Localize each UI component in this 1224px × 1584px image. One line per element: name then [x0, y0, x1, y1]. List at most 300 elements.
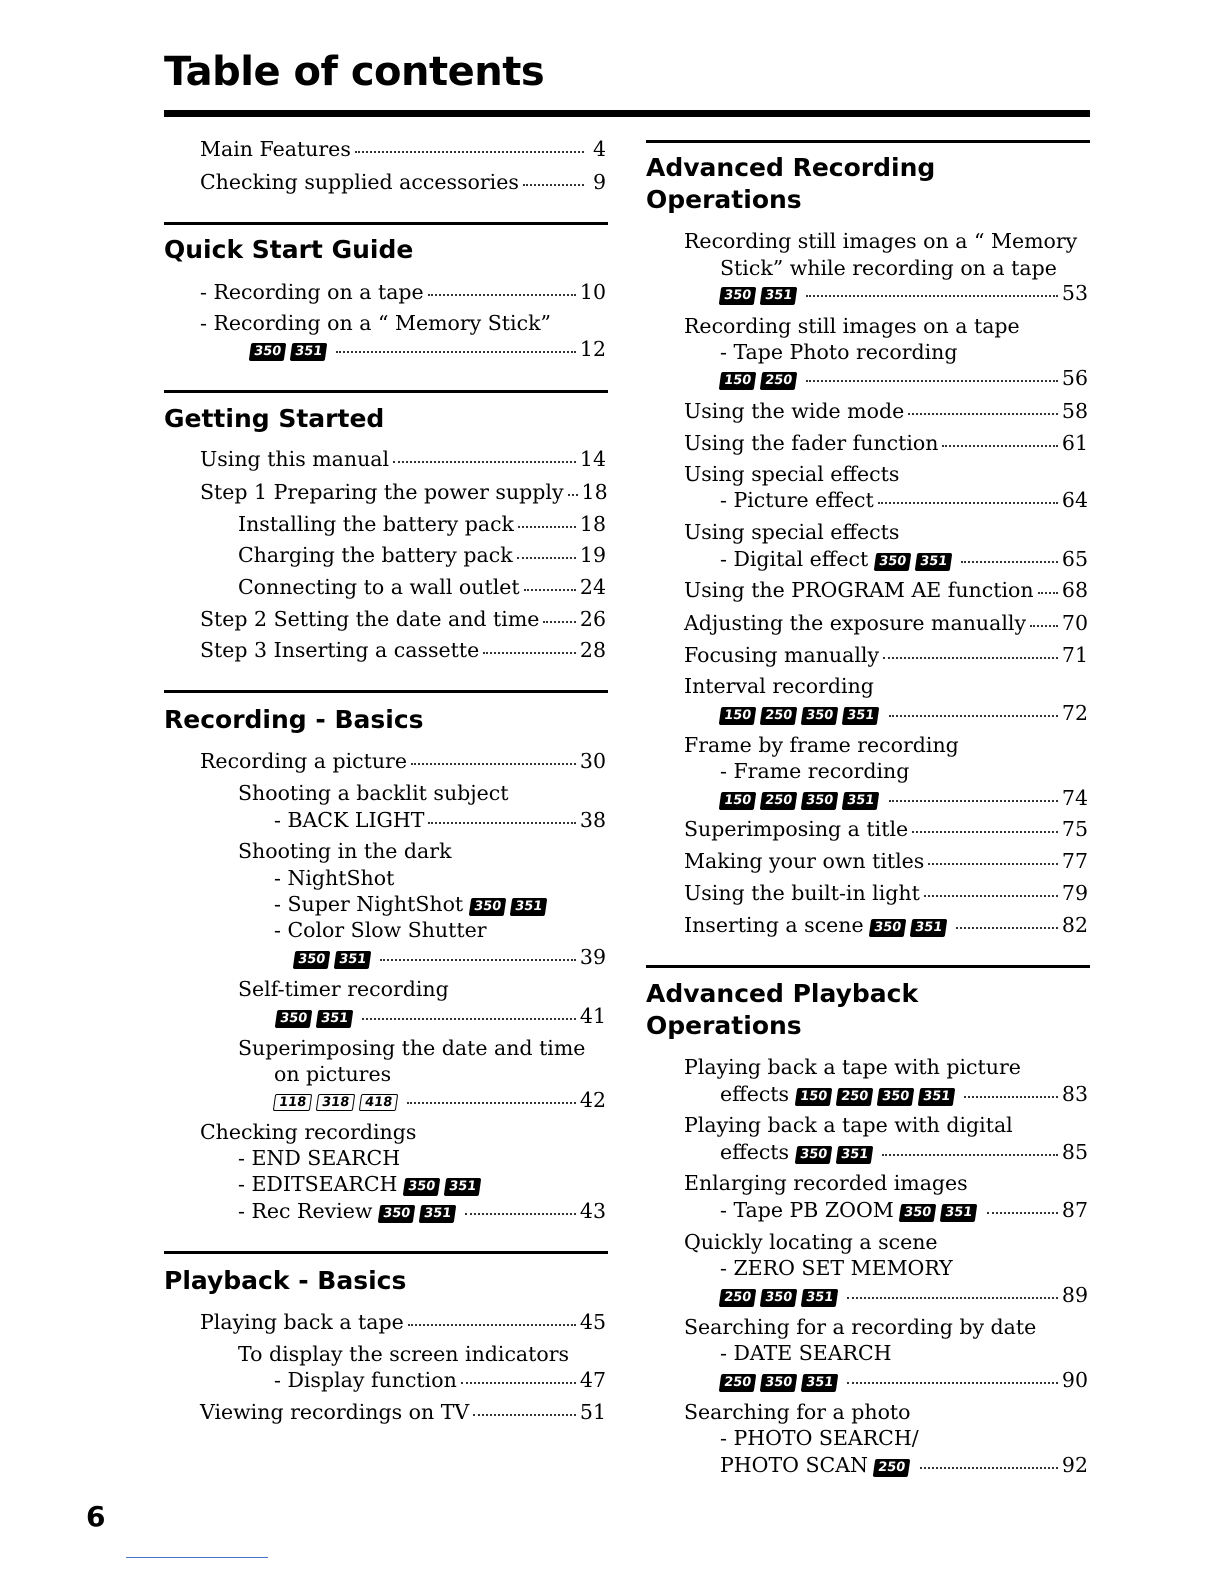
toc-entry[interactable]: [684, 880, 1088, 906]
leader-dots: [465, 1213, 576, 1215]
toc-entry-title: Shooting a backlit subject: [238, 781, 509, 805]
toc-entry-label: [720, 546, 957, 572]
toc-entry-label: [274, 807, 424, 833]
toc-entry[interactable]: [250, 336, 606, 362]
page-number: 6: [86, 1500, 106, 1533]
toc-entry-title: To display the screen indicators: [238, 1342, 570, 1366]
toc-entry[interactable]: [200, 606, 606, 632]
model-badge-351: 351: [842, 792, 880, 810]
toc-page-number: 65: [1061, 547, 1088, 571]
toc-entry[interactable]: [200, 637, 606, 663]
toc-entry-title: - NightShot: [274, 866, 395, 890]
toc-entry-label: [684, 1230, 938, 1254]
toc-page-number: 4: [592, 137, 606, 161]
bottom-link-line: [126, 1557, 268, 1558]
toc-entry-title: Interval recording: [684, 674, 874, 698]
toc-entry-title: - Recording on a tape: [200, 280, 424, 304]
section-rule: [646, 965, 1090, 968]
model-badge-250: 250: [719, 1289, 757, 1307]
leader-dots: [987, 1212, 1058, 1214]
toc-entry-label: [720, 365, 802, 391]
toc-entry-label: [238, 781, 508, 805]
toc-entry-text: [238, 1171, 486, 1197]
model-badge-418: 418: [359, 1094, 399, 1111]
toc-entry-label: [200, 279, 424, 305]
leader-dots: [924, 895, 1058, 897]
leader-dots: [920, 1467, 1058, 1469]
toc-entry-label: [294, 944, 376, 970]
toc-entry-text: [684, 228, 1077, 254]
toc-entry-label: [200, 1399, 469, 1425]
leader-dots: [428, 294, 576, 296]
toc-entry[interactable]: [720, 546, 1088, 572]
toc-entry-text: [720, 1425, 919, 1451]
toc-entry-label: [684, 733, 959, 757]
toc-entry[interactable]: [720, 785, 1088, 811]
toc-entry-label: [238, 1342, 569, 1366]
leader-dots: [411, 763, 576, 765]
toc-page-number: 9: [592, 170, 606, 194]
toc-entry-title: Using special effects: [684, 462, 900, 486]
toc-page-number: 53: [1061, 281, 1088, 305]
toc-entry-title: - Tape PB ZOOM: [720, 1198, 894, 1222]
leader-dots: [543, 621, 575, 623]
model-badge-150: 150: [719, 707, 757, 725]
toc-entry-label: [274, 1367, 457, 1393]
toc-entry[interactable]: [684, 642, 1088, 668]
toc-entry-title: Stick” while recording on a tape: [720, 256, 1057, 280]
leader-dots: [878, 502, 1058, 504]
toc-entry[interactable]: [720, 1139, 1088, 1165]
toc-entry-text: [238, 780, 508, 806]
leader-dots: [889, 800, 1058, 802]
toc-entry-text: [684, 1170, 968, 1196]
toc-page-number: 28: [579, 638, 606, 662]
toc-entry-label: [684, 430, 938, 456]
toc-page-number: 89: [1061, 1283, 1088, 1307]
toc-page-number: 19: [579, 543, 606, 567]
section-rule: [164, 390, 608, 393]
section-heading: Quick Start Guide: [164, 235, 414, 264]
toc-page-number: 87: [1061, 1198, 1088, 1222]
toc-page-number: 61: [1061, 431, 1088, 455]
toc-entry-title: Step 1 Preparing the power supply: [200, 480, 564, 504]
section-rule: [164, 222, 608, 225]
toc-entry-label: [200, 446, 389, 472]
toc-entry-label: [684, 610, 1026, 636]
model-badge-351: 351: [334, 951, 372, 969]
toc-entry-title: Playing back a tape: [200, 1310, 404, 1334]
toc-entry[interactable]: [720, 1081, 1088, 1107]
toc-page-number: 56: [1061, 366, 1088, 390]
model-badge-350: 350: [275, 1010, 313, 1028]
toc-entry[interactable]: [274, 1087, 606, 1113]
toc-entry-title: Step 3 Inserting a cassette: [200, 638, 480, 662]
model-badge-350: 350: [801, 707, 839, 725]
model-badge-350: 350: [760, 1289, 798, 1307]
toc-entry-label: [200, 1120, 416, 1144]
leader-dots: [883, 657, 1058, 659]
toc-entry[interactable]: [200, 279, 606, 305]
toc-entry-label: [720, 1081, 960, 1107]
model-badge-350: 350: [403, 1178, 441, 1196]
toc-entry-label: [274, 892, 552, 916]
toc-entry[interactable]: [720, 1282, 1088, 1308]
toc-entry-title: Checking recordings: [200, 1120, 417, 1144]
toc-entry-title: - BACK LIGHT: [274, 808, 425, 832]
toc-entry-text: [238, 1341, 569, 1367]
toc-entry-label: [720, 1341, 892, 1365]
toc-entry-title: Shooting in the dark: [238, 839, 452, 863]
leader-dots: [964, 1096, 1058, 1098]
toc-entry-label: [200, 311, 551, 335]
leader-dots: [847, 1382, 1057, 1384]
model-badge-351: 351: [801, 1374, 839, 1392]
toc-entry-label: [276, 1003, 358, 1029]
toc-entry[interactable]: [720, 1367, 1088, 1393]
toc-entry-label: [238, 511, 514, 537]
model-badge-351: 351: [760, 287, 798, 305]
toc-entry[interactable]: [238, 511, 606, 537]
section-heading: Advanced Recording: [646, 153, 936, 182]
section-rule: [164, 1251, 608, 1254]
toc-page-number: 12: [579, 337, 606, 361]
toc-entry-title: Searching for a recording by date: [684, 1315, 1037, 1339]
toc-page-number: 38: [579, 808, 606, 832]
toc-entry[interactable]: [720, 1452, 1088, 1478]
leader-dots: [1030, 625, 1058, 627]
toc-entry-title: on pictures: [274, 1062, 392, 1086]
toc-entry-text: [720, 758, 909, 784]
model-badge-350: 350: [877, 1088, 915, 1106]
toc-entry-title: effects: [720, 1082, 790, 1106]
toc-entry-title: - Display function: [274, 1368, 457, 1392]
toc-entry-text: [238, 1145, 400, 1171]
toc-entry-title: - Rec Review: [238, 1199, 373, 1223]
toc-page-number: 10: [579, 280, 606, 304]
toc-entry-label: [274, 866, 394, 890]
toc-entry-label: [720, 340, 958, 364]
toc-entry-title: Checking supplied accessories: [200, 170, 519, 194]
toc-page-number: 30: [579, 749, 606, 773]
toc-entry-text: [684, 1054, 1021, 1080]
toc-entry-label: [684, 642, 879, 668]
toc-entry-text: [720, 1340, 892, 1366]
toc-page-number: 82: [1061, 913, 1088, 937]
leader-dots: [407, 1102, 575, 1104]
toc-page-number: 77: [1061, 849, 1088, 873]
toc-entry-label: [684, 880, 920, 906]
model-badge-250: 250: [873, 1459, 911, 1477]
toc-entry[interactable]: [720, 280, 1088, 306]
toc-entry-label: [720, 1452, 916, 1478]
toc-page-number: 68: [1061, 578, 1088, 602]
toc-entry-text: [238, 838, 452, 864]
toc-entry-title: - Super NightShot: [274, 892, 464, 916]
model-badge-351: 351: [510, 898, 548, 916]
toc-page-number: 72: [1061, 701, 1088, 725]
leader-dots: [568, 494, 578, 496]
toc-entry-label: [684, 314, 1020, 338]
toc-entry-text: [238, 1035, 585, 1061]
model-badge-250: 250: [760, 372, 798, 390]
toc-entry-title: Using the built-in light: [684, 881, 920, 905]
model-badge-150: 150: [794, 1088, 832, 1106]
leader-dots: [524, 589, 576, 591]
model-badge-350: 350: [794, 1146, 832, 1164]
toc-entry-label: [684, 848, 924, 874]
toc-entry-title: - END SEARCH: [238, 1146, 401, 1170]
leader-dots: [908, 413, 1058, 415]
model-badge-351: 351: [419, 1205, 457, 1223]
toc-entry-label: [720, 256, 1057, 280]
toc-entry-text: [684, 1314, 1036, 1340]
leader-dots: [912, 831, 1058, 833]
model-badge-350: 350: [378, 1205, 416, 1223]
model-badge-250: 250: [835, 1088, 873, 1106]
toc-entry[interactable]: [200, 1399, 606, 1425]
toc-entry-title: Using this manual: [200, 447, 390, 471]
toc-page-number: 26: [579, 607, 606, 631]
toc-entry-label: [200, 748, 407, 774]
model-badge-351: 351: [444, 1178, 482, 1196]
toc-entry-label: [200, 169, 519, 195]
toc-entry-title: Recording still images on a tape: [684, 314, 1020, 338]
model-badge-351: 351: [910, 919, 948, 937]
toc-entry[interactable]: [274, 807, 606, 833]
toc-entry-title: Playing back a tape with digital: [684, 1113, 1013, 1137]
toc-entry[interactable]: [684, 430, 1088, 456]
toc-page-number: 58: [1061, 399, 1088, 423]
model-badge-250: 250: [719, 1374, 757, 1392]
model-badge-351: 351: [835, 1146, 873, 1164]
toc-page-number: 47: [579, 1368, 606, 1392]
toc-entry-label: [720, 1139, 878, 1165]
leader-dots: [1038, 592, 1058, 594]
toc-entry-label: [684, 1400, 911, 1424]
toc-page-number: 18: [581, 480, 608, 504]
model-badge-318: 318: [316, 1094, 356, 1111]
toc-entry-label: [200, 637, 479, 663]
toc-page-number: 45: [579, 1310, 606, 1334]
toc-entry-title: Adjusting the exposure manually: [684, 611, 1027, 635]
toc-entry-label: [684, 1171, 968, 1195]
toc-entry[interactable]: [720, 365, 1088, 391]
leader-dots: [942, 445, 1057, 447]
toc-entry-label: [720, 1282, 843, 1308]
model-badge-351: 351: [940, 1204, 978, 1222]
toc-entry-label: [238, 1036, 585, 1060]
toc-entry-label: [200, 606, 539, 632]
model-badge-350: 350: [293, 951, 331, 969]
toc-entry[interactable]: [200, 1309, 606, 1335]
toc-entry-text: [684, 732, 959, 758]
toc-entry-title: Recording a picture: [200, 749, 407, 773]
toc-entry-text: [684, 461, 899, 487]
toc-entry-title: - DATE SEARCH: [720, 1341, 892, 1365]
leader-dots: [355, 151, 584, 153]
toc-entry-title: effects: [720, 1140, 790, 1164]
toc-entry-title: - Frame recording: [720, 759, 910, 783]
toc-page-number: 18: [579, 512, 606, 536]
toc-entry-text: [274, 1061, 391, 1087]
toc-entry-label: [200, 1309, 404, 1335]
toc-entry-label: [684, 520, 899, 544]
toc-entry-text: [720, 339, 958, 365]
toc-entry[interactable]: [294, 944, 606, 970]
model-badge-351: 351: [316, 1010, 354, 1028]
toc-entry-label: [200, 479, 564, 505]
toc-entry[interactable]: [684, 398, 1088, 424]
leader-dots: [408, 1324, 576, 1326]
model-badge-350: 350: [760, 1374, 798, 1392]
model-badge-351: 351: [918, 1088, 956, 1106]
model-badge-250: 250: [760, 792, 798, 810]
toc-page-number: 83: [1061, 1082, 1088, 1106]
toc-entry[interactable]: [276, 1003, 606, 1029]
toc-entry-title: - Recording on a “ Memory Stick”: [200, 311, 551, 335]
toc-entry-label: [684, 1055, 1021, 1079]
toc-entry[interactable]: [200, 748, 606, 774]
model-badge-350: 350: [899, 1204, 937, 1222]
toc-entry[interactable]: [720, 700, 1088, 726]
toc-page-number: 85: [1061, 1140, 1088, 1164]
leader-dots: [362, 1018, 576, 1020]
model-badge-350: 350: [801, 792, 839, 810]
toc-entry-label: [238, 839, 452, 863]
toc-entry-title: Recording still images on a “ Memory: [684, 229, 1078, 253]
toc-entry[interactable]: [720, 1197, 1088, 1223]
toc-page-number: 39: [579, 945, 606, 969]
toc-entry-title: - Digital effect: [720, 547, 869, 571]
toc-entry-label: [684, 229, 1077, 253]
toc-entry-title: Using the PROGRAM AE function: [684, 578, 1034, 602]
toc-entry-title: - EDITSEARCH: [238, 1172, 398, 1196]
toc-page-number: 64: [1061, 488, 1088, 512]
toc-entry-label: [250, 336, 332, 362]
section-heading-continued: Operations: [646, 1011, 802, 1040]
toc-page-number: 14: [579, 447, 606, 471]
leader-dots: [461, 1382, 576, 1384]
section-heading: Recording - Basics: [164, 705, 424, 734]
toc-entry-label: [684, 577, 1034, 603]
leader-dots: [380, 959, 576, 961]
toc-entry-text: [684, 1112, 1013, 1138]
leader-dots: [882, 1154, 1058, 1156]
toc-page-number: 42: [579, 1088, 606, 1112]
toc-entry-title: Enlarging recorded images: [684, 1171, 968, 1195]
toc-entry-label: [720, 280, 802, 306]
leader-dots: [393, 461, 576, 463]
toc-page-number: 79: [1061, 881, 1088, 905]
toc-entry[interactable]: [720, 487, 1088, 513]
model-badge-350: 350: [249, 343, 287, 361]
toc-entry[interactable]: [238, 542, 606, 568]
toc-entry-text: [200, 1119, 416, 1145]
toc-entry-title: Main Features: [200, 137, 351, 161]
toc-entry-label: [720, 1367, 843, 1393]
page-title: Table of contents: [164, 49, 545, 95]
toc-entry[interactable]: [684, 610, 1088, 636]
toc-entry[interactable]: [684, 848, 1088, 874]
model-badge-350: 350: [869, 919, 907, 937]
leader-dots: [483, 652, 576, 654]
toc-entry-title: Installing the battery pack: [238, 512, 514, 536]
toc-entry-label: [720, 1426, 919, 1450]
toc-entry-text: [684, 1399, 911, 1425]
toc-page-number: 75: [1061, 817, 1088, 841]
toc-entry-title: - Color Slow Shutter: [274, 918, 487, 942]
toc-entry[interactable]: [274, 1367, 606, 1393]
leader-dots: [518, 526, 576, 528]
toc-page-number: 71: [1061, 643, 1088, 667]
toc-entry-title: Playing back a tape with picture: [684, 1055, 1021, 1079]
toc-entry-text: [720, 1255, 953, 1281]
toc-entry-title: - Picture effect: [720, 488, 874, 512]
toc-entry-label: [720, 700, 885, 726]
leader-dots: [473, 1414, 576, 1416]
toc-entry-label: [720, 1197, 983, 1223]
toc-entry[interactable]: [684, 816, 1088, 842]
toc-entry-title: Using the fader function: [684, 431, 939, 455]
toc-entry-title: - ZERO SET MEMORY: [720, 1256, 953, 1280]
toc-entry-text: [238, 976, 449, 1002]
toc-entry[interactable]: [684, 577, 1088, 603]
toc-entry-label: [238, 574, 520, 600]
model-badge-250: 250: [760, 707, 798, 725]
toc-entry[interactable]: [200, 479, 606, 505]
toc-entry-label: [684, 1113, 1013, 1137]
toc-entry-label: [238, 1146, 400, 1170]
toc-entry-title: Focusing manually: [684, 643, 880, 667]
toc-page-number: 74: [1061, 786, 1088, 810]
toc-entry[interactable]: [200, 446, 606, 472]
section-heading: Getting Started: [164, 404, 385, 433]
toc-entry-label: [720, 785, 885, 811]
model-badge-350: 350: [873, 553, 911, 571]
toc-entry-text: [274, 917, 487, 943]
toc-entry-title: Self-timer recording: [238, 977, 449, 1001]
toc-entry[interactable]: [238, 574, 606, 600]
toc-page-number: 43: [579, 1199, 606, 1223]
toc-entry[interactable]: [200, 136, 606, 162]
toc-entry-title: Using special effects: [684, 520, 900, 544]
toc-entry-text: [684, 1229, 938, 1255]
leader-dots: [428, 822, 575, 824]
toc-page-number: 92: [1061, 1453, 1088, 1477]
toc-entry-title: - Tape Photo recording: [720, 340, 958, 364]
toc-entry-text: [684, 313, 1020, 339]
leader-dots: [928, 863, 1058, 865]
toc-entry-label: [200, 136, 351, 162]
toc-entry-title: Connecting to a wall outlet: [238, 575, 520, 599]
toc-entry-label: [274, 1087, 403, 1113]
toc-entry-label: [238, 977, 449, 1001]
toc-entry[interactable]: [200, 169, 606, 195]
section-heading-continued: Operations: [646, 185, 802, 214]
toc-entry-label: [684, 674, 874, 698]
leader-dots: [517, 557, 576, 559]
leader-dots: [847, 1297, 1057, 1299]
title-rule: [164, 110, 1090, 117]
toc-entry[interactable]: [684, 912, 1088, 938]
toc-entry-title: Searching for a photo: [684, 1400, 911, 1424]
toc-entry-title: Using the wide mode: [684, 399, 905, 423]
toc-entry-title: Making your own titles: [684, 849, 925, 873]
model-badge-118: 118: [273, 1094, 313, 1111]
toc-entry[interactable]: [238, 1198, 606, 1224]
toc-entry-label: [274, 918, 487, 942]
